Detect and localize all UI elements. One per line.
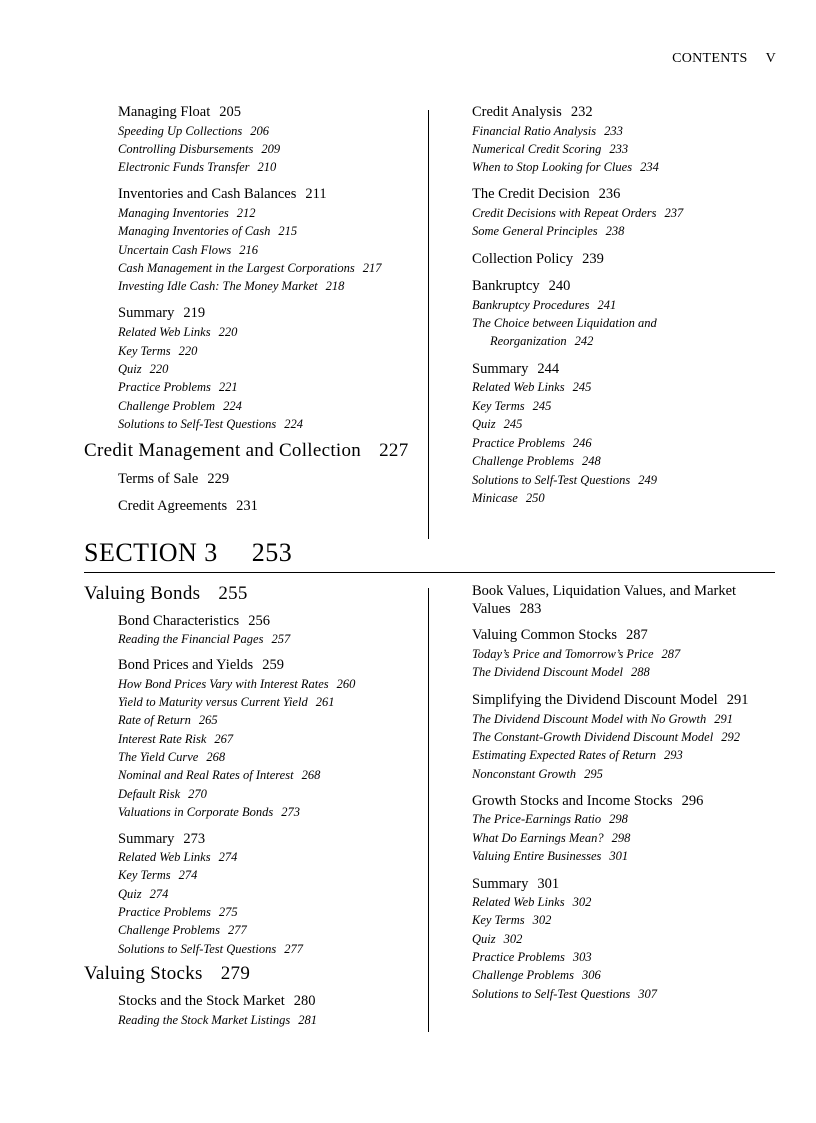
toc-subentry[interactable]: Today’s Price and Tomorrow’s Price 287 bbox=[472, 647, 681, 661]
toc-subentry[interactable]: Quiz 220 bbox=[118, 362, 169, 376]
toc-subentry[interactable]: Solutions to Self-Test Questions 224 bbox=[118, 417, 303, 431]
toc-subentry[interactable]: Challenge Problem 224 bbox=[118, 399, 242, 413]
column-divider-top bbox=[428, 110, 429, 539]
toc-subentry[interactable]: Electronic Funds Transfer 210 bbox=[118, 160, 277, 174]
toc-entry[interactable]: Book Values, Liquidation Values, and Market bbox=[472, 583, 737, 599]
toc-subentry[interactable]: The Choice between Liquidation and bbox=[472, 316, 657, 330]
toc-subentry[interactable]: What Do Earnings Mean? 298 bbox=[472, 831, 631, 845]
toc-subentry-continuation[interactable]: Reorganization 242 bbox=[490, 334, 594, 348]
toc-subentry[interactable]: Default Risk 270 bbox=[118, 787, 207, 801]
toc-subentry[interactable]: Credit Decisions with Repeat Orders 237 bbox=[472, 206, 684, 220]
toc-subentry[interactable]: Reading the Financial Pages 257 bbox=[118, 632, 291, 646]
toc-entry[interactable]: Stocks and the Stock Market 280 bbox=[118, 993, 316, 1009]
toc-entry[interactable]: Summary 301 bbox=[472, 876, 560, 892]
toc-subentry[interactable]: Practice Problems 275 bbox=[118, 905, 238, 919]
toc-subentry[interactable]: Related Web Links 274 bbox=[118, 850, 238, 864]
toc-subentry[interactable]: Investing Idle Cash: The Money Market 218 bbox=[118, 279, 345, 293]
toc-entry[interactable]: Simplifying the Dividend Discount Model 291 bbox=[472, 692, 749, 708]
toc-subentry[interactable]: Managing Inventories of Cash 215 bbox=[118, 224, 298, 238]
toc-subentry[interactable]: The Dividend Discount Model 288 bbox=[472, 665, 650, 679]
toc-subentry[interactable]: Speeding Up Collections 206 bbox=[118, 124, 270, 138]
toc-chapter[interactable]: Valuing Bonds 255 bbox=[84, 583, 248, 604]
toc-subentry[interactable]: Minicase 250 bbox=[472, 491, 545, 505]
toc-entry[interactable]: Summary 219 bbox=[118, 305, 206, 321]
toc-subentry[interactable]: Solutions to Self-Test Questions 277 bbox=[118, 942, 303, 956]
toc-entry[interactable]: Valuing Common Stocks 287 bbox=[472, 627, 648, 643]
toc-entry[interactable]: Bankruptcy 240 bbox=[472, 278, 571, 294]
toc-subentry[interactable]: When to Stop Looking for Clues 234 bbox=[472, 160, 659, 174]
column-divider-bottom bbox=[428, 588, 429, 1032]
toc-subentry[interactable]: Solutions to Self-Test Questions 307 bbox=[472, 987, 657, 1001]
toc-entry[interactable]: Summary 244 bbox=[472, 361, 560, 377]
toc-subentry[interactable]: Valuing Entire Businesses 301 bbox=[472, 849, 629, 863]
toc-subentry[interactable]: Rate of Return 265 bbox=[118, 713, 218, 727]
toc-subentry[interactable]: Valuations in Corporate Bonds 273 bbox=[118, 805, 300, 819]
toc-subentry[interactable]: Related Web Links 220 bbox=[118, 325, 238, 339]
toc-subentry[interactable]: Practice Problems 221 bbox=[118, 380, 238, 394]
running-header bbox=[672, 51, 776, 67]
toc-subentry[interactable]: The Yield Curve 268 bbox=[118, 750, 226, 764]
toc-subentry[interactable]: Quiz 245 bbox=[472, 417, 523, 431]
toc-subentry[interactable]: Quiz 274 bbox=[118, 887, 169, 901]
toc-subentry[interactable]: Practice Problems 246 bbox=[472, 436, 592, 450]
toc-entry[interactable]: Credit Analysis 232 bbox=[472, 104, 593, 120]
toc-subentry[interactable]: How Bond Prices Vary with Interest Rates 260 bbox=[118, 677, 356, 691]
toc-subentry[interactable]: Nominal and Real Rates of Interest 268 bbox=[118, 768, 321, 782]
toc-entry[interactable]: Summary 273 bbox=[118, 831, 206, 847]
toc-subentry[interactable]: Related Web Links 302 bbox=[472, 895, 592, 909]
toc-subentry[interactable]: Uncertain Cash Flows 216 bbox=[118, 243, 258, 257]
toc-subentry[interactable]: Key Terms 220 bbox=[118, 344, 198, 358]
toc-subentry[interactable]: Reading the Stock Market Listings 281 bbox=[118, 1013, 317, 1027]
toc-subentry[interactable]: The Dividend Discount Model with No Growth 291 bbox=[472, 712, 733, 726]
toc-entry[interactable]: Bond Prices and Yields 259 bbox=[118, 657, 284, 673]
toc-entry[interactable]: Managing Float 205 bbox=[118, 104, 241, 120]
toc-subentry[interactable]: Cash Management in the Largest Corporations 217 bbox=[118, 261, 382, 275]
toc-subentry[interactable]: Practice Problems 303 bbox=[472, 950, 592, 964]
header-page-number: V bbox=[765, 51, 776, 66]
toc-subentry[interactable]: Managing Inventories 212 bbox=[118, 206, 256, 220]
toc-entry[interactable]: Terms of Sale 229 bbox=[118, 471, 230, 487]
toc-subentry[interactable]: The Price-Earnings Ratio 298 bbox=[472, 812, 628, 826]
toc-subentry[interactable]: Bankruptcy Procedures 241 bbox=[472, 298, 617, 312]
toc-subentry[interactable]: Some General Principles 238 bbox=[472, 224, 625, 238]
toc-subentry[interactable]: Interest Rate Risk 267 bbox=[118, 732, 234, 746]
toc-subentry[interactable]: Key Terms 245 bbox=[472, 399, 552, 413]
toc-entry[interactable]: Bond Characteristics 256 bbox=[118, 613, 270, 629]
toc-subentry[interactable]: Yield to Maturity versus Current Yield 261 bbox=[118, 695, 335, 709]
toc-entry[interactable]: Growth Stocks and Income Stocks 296 bbox=[472, 793, 704, 809]
toc-entry[interactable]: Credit Agreements 231 bbox=[118, 498, 258, 514]
section-heading: SECTION 3 253 bbox=[84, 538, 293, 567]
toc-entry[interactable]: The Credit Decision 236 bbox=[472, 186, 621, 202]
toc-chapter[interactable]: Credit Management and Collection 227 bbox=[84, 440, 409, 461]
toc-subentry[interactable]: Challenge Problems 306 bbox=[472, 968, 601, 982]
toc-subentry[interactable]: Challenge Problems 248 bbox=[472, 454, 601, 468]
toc-entry-continuation[interactable]: Values 283 bbox=[472, 601, 542, 617]
toc-subentry[interactable]: Financial Ratio Analysis 233 bbox=[472, 124, 623, 138]
toc-subentry[interactable]: Solutions to Self-Test Questions 249 bbox=[472, 473, 657, 487]
header-label: CONTENTS bbox=[672, 51, 748, 66]
toc-subentry[interactable]: Key Terms 302 bbox=[472, 913, 552, 927]
section-rule bbox=[84, 572, 775, 573]
toc-subentry[interactable]: The Constant-Growth Dividend Discount Model 292 bbox=[472, 730, 740, 744]
toc-subentry[interactable]: Numerical Credit Scoring 233 bbox=[472, 142, 629, 156]
toc-subentry[interactable]: Quiz 302 bbox=[472, 932, 523, 946]
toc-subentry[interactable]: Nonconstant Growth 295 bbox=[472, 767, 603, 781]
toc-subentry[interactable]: Related Web Links 245 bbox=[472, 380, 592, 394]
toc-subentry[interactable]: Key Terms 274 bbox=[118, 868, 198, 882]
toc-subentry[interactable]: Controlling Disbursements 209 bbox=[118, 142, 281, 156]
toc-entry[interactable]: Inventories and Cash Balances 211 bbox=[118, 186, 327, 202]
toc-entry[interactable]: Collection Policy 239 bbox=[472, 251, 604, 267]
toc-subentry[interactable]: Estimating Expected Rates of Return 293 bbox=[472, 748, 683, 762]
toc-subentry[interactable]: Challenge Problems 277 bbox=[118, 923, 247, 937]
toc-chapter[interactable]: Valuing Stocks 279 bbox=[84, 963, 251, 984]
